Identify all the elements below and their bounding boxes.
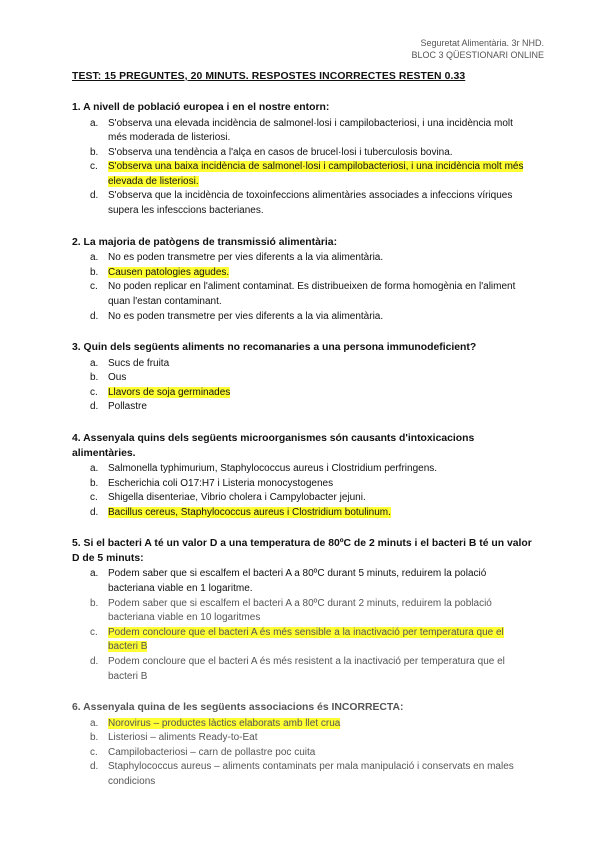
option-text-wrapper (108, 567, 532, 596)
answer-option (72, 160, 532, 189)
option-text: Staphylococcus aureus – aliments contaminats per mala manipulació i conservats en males condicions (108, 761, 514, 787)
option-text-wrapper (108, 717, 532, 732)
option-text-highlighted: Bacillus cereus, Staphylococcus aureus i Clostridium botulinum. (108, 506, 391, 518)
option-letter: a. (90, 357, 99, 369)
answer-option (72, 477, 532, 492)
option-letter: b. (90, 372, 99, 384)
test-title: TEST: 15 PREGUNTES, 20 MINUTS. RESPOSTES INCORRECTES RESTEN 0.33 (72, 71, 466, 82)
option-letter: a. (90, 717, 99, 729)
header-course: Seguretat Alimentària. 3r NHD. (420, 38, 544, 48)
option-letter: c. (90, 386, 98, 398)
option-text-wrapper (108, 477, 532, 492)
question-stem: 3. Quin dels següents aliments no recomanaries a una persona immunodeficient? (72, 342, 477, 354)
answer-option (72, 717, 532, 732)
option-text-wrapper (108, 146, 532, 161)
option-list (72, 117, 532, 219)
option-text-wrapper (108, 760, 532, 789)
question-6 (72, 701, 532, 789)
option-text: No es poden transmetre per vies diferents a la via alimentària. (108, 310, 384, 322)
option-text-wrapper (108, 280, 532, 309)
answer-option (72, 400, 532, 415)
option-text-wrapper (108, 160, 532, 189)
option-list (72, 717, 532, 790)
answer-option (72, 746, 532, 761)
answer-option (72, 506, 532, 521)
option-text-wrapper (108, 491, 532, 506)
option-text-highlighted: Podem concloure que el bacteri A és més sensible a la inactivació per temperatura que el bacteri B (108, 626, 504, 653)
option-text-wrapper (108, 746, 532, 761)
answer-option (72, 310, 532, 325)
option-letter: d. (90, 310, 99, 322)
option-letter: a. (90, 463, 99, 474)
option-list (72, 251, 532, 324)
option-letter: b. (90, 597, 99, 609)
option-text: Escherichia coli O17:H7 i Listeria monocystogenes (108, 477, 334, 489)
option-letter: c. (90, 746, 98, 758)
option-text-wrapper (108, 266, 532, 281)
option-text: No poden replicar en l'aliment contaminat. Es distribueixen de forma homogènia en l'aliment quan l'estan contaminant. (108, 281, 516, 307)
option-text-wrapper (108, 371, 532, 386)
question-list (72, 101, 532, 807)
question-stem: 6. Assenyala quina de les següents associacions és INCORRECTA: (72, 702, 404, 714)
option-text: No es poden transmetre per vies diferents a la via alimentària. (108, 252, 384, 264)
answer-option (72, 567, 532, 596)
option-text-wrapper (108, 400, 532, 415)
option-text-highlighted: Llavors de soja germinades (108, 386, 231, 398)
answer-option (72, 266, 532, 281)
header-block: BLOC 3 QÜESTIONARI ONLINE (411, 50, 544, 60)
option-text: Listeriosi – aliments Ready-to-Eat (108, 732, 258, 744)
option-letter: d. (90, 506, 99, 518)
answer-option (72, 626, 532, 655)
question-stem: 1. A nivell de població europea i en el nostre entorn: (72, 102, 330, 113)
question-4 (72, 432, 532, 520)
answer-option (72, 386, 532, 401)
option-text-wrapper (108, 251, 532, 266)
option-text-wrapper (108, 117, 532, 146)
option-letter: a. (90, 568, 99, 580)
option-text-highlighted: Causen patologies agudes. (108, 266, 230, 278)
document-header (411, 37, 544, 61)
option-text: Podem saber que si escalfem el bacteri A a 80ºC durant 2 minuts, reduirem la població bacteriana viable en 10 logaritmes (108, 597, 492, 624)
option-text-highlighted: Norovirus – productes làctics elaborats amb llet crua (108, 717, 341, 729)
option-list (72, 462, 532, 520)
question-3 (72, 341, 532, 415)
answer-option (72, 357, 532, 372)
answer-option (72, 371, 532, 386)
option-text-wrapper (108, 189, 532, 218)
option-letter: d. (90, 761, 99, 773)
answer-option (72, 760, 532, 789)
option-letter: b. (90, 477, 99, 489)
answer-option (72, 146, 532, 161)
option-text: Pollastre (108, 401, 147, 413)
option-letter: c. (90, 626, 98, 638)
option-text: S'observa que la incidència de toxoinfeccions alimentàries associades a infeccions víriques supera les infesccions bacterianes. (108, 190, 513, 217)
question-1 (72, 101, 532, 219)
option-letter: c. (90, 161, 98, 173)
option-text: Salmonella typhimurium, Staphylococcus aureus i Clostridium perfringens. (108, 463, 438, 474)
option-letter: a. (90, 117, 99, 129)
option-letter: b. (90, 266, 99, 278)
option-text: Podem saber que si escalfem el bacteri A a 80ºC durant 5 minuts, reduirem la polació bacteriana viable en 1 logaritme. (108, 568, 487, 594)
answer-option (72, 655, 532, 684)
answer-option (72, 597, 532, 626)
option-list (72, 567, 532, 684)
question-stem: 5. Si el bacteri A té un valor D a una temperatura de 80ºC de 2 minuts i el bacteri B té un valor D de 5 minuts: (72, 538, 532, 564)
option-letter: c. (90, 281, 98, 293)
answer-option (72, 280, 532, 309)
option-text: S'observa una tendència a l'alça en casos de brucel·losi i tuberculosis bovina. (108, 146, 453, 158)
option-letter: d. (90, 190, 99, 202)
question-5 (72, 537, 532, 684)
question-2 (72, 236, 532, 324)
answer-option (72, 462, 532, 477)
option-text-wrapper (108, 386, 532, 401)
answer-option (72, 251, 532, 266)
option-text-wrapper (108, 462, 532, 477)
question-stem: 4. Assenyala quins dels següents microorganismes són causants d'intoxicacions alimentàries. (72, 433, 475, 459)
option-list (72, 357, 532, 415)
option-letter: c. (90, 492, 98, 504)
option-text: Sucs de fruita (108, 357, 170, 369)
question-stem: 2. La majoria de patògens de transmissió alimentària: (72, 236, 338, 248)
option-letter: b. (90, 732, 99, 744)
answer-option (72, 117, 532, 146)
option-letter: b. (90, 146, 99, 158)
option-text-wrapper (108, 597, 532, 626)
option-letter: a. (90, 252, 99, 264)
option-text-wrapper (108, 506, 532, 521)
option-text: Shigella disenteriae, Vibrio cholera i Campylobacter jejuni. (108, 492, 366, 504)
option-text-wrapper (108, 655, 532, 684)
option-letter: d. (90, 401, 99, 413)
option-text-wrapper (108, 357, 532, 372)
answer-option (72, 731, 532, 746)
answer-option (72, 189, 532, 218)
option-letter: d. (90, 655, 99, 667)
option-text-wrapper (108, 626, 532, 655)
answer-option (72, 491, 532, 506)
option-text-wrapper (108, 310, 532, 325)
option-text: Ous (108, 372, 127, 384)
option-text-highlighted: S'observa una baixa incidència de salmonel·losi i campilobacteriosi, i una incidència molt més elevada de listeriosi. (108, 161, 524, 187)
option-text: Campilobacteriosi – carn de pollastre poc cuita (108, 746, 316, 758)
option-text-wrapper (108, 731, 532, 746)
option-text: Podem concloure que el bacteri A és més resistent a la inactivació per temperatura que el bacteri B (108, 655, 505, 682)
option-text: S'observa una elevada incidència de salmonel·losi i campilobacteriosi, i una incidència molt més moderada de listeriosi. (108, 117, 513, 144)
